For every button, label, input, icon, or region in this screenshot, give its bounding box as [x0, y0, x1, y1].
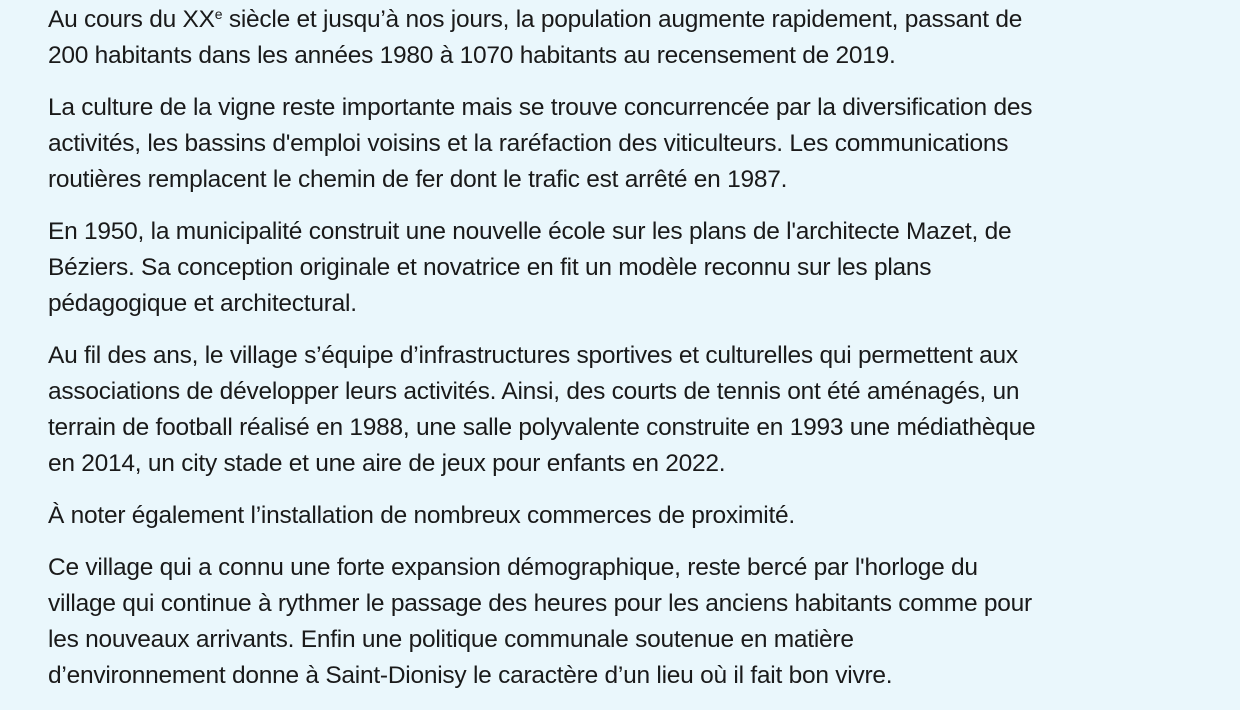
text-span: 200 habitants dans les années 1980 à 1070 habitants au recensement de 2019. — [48, 42, 896, 69]
text-span: Au cours du XX — [48, 6, 215, 33]
text-line — [48, 38, 1233, 74]
text-span: À noter également l’installation de nombreux commerces de proximité. — [48, 502, 795, 529]
text-line — [48, 90, 1233, 126]
text-span: siècle et jusqu’à nos jours, la population augmente rapidement, passant de — [222, 6, 1023, 33]
text-span: routières remplacent le chemin de fer dont le trafic est arrêté en 1987. — [48, 166, 788, 193]
text-span: La culture de la vigne reste importante mais se trouve concurrencée par la diversification des — [48, 94, 1033, 121]
text-span: Ce village qui a connu une forte expansion démographique, reste bercé par l'horloge du — [48, 554, 978, 581]
text-line — [48, 410, 1233, 446]
text-line — [48, 374, 1233, 410]
text-span: d’environnement donne à Saint-Dionisy le caractère d’un lieu où il fait bon vivre. — [48, 662, 893, 689]
text-line — [48, 498, 1233, 534]
text-span: Au fil des ans, le village s’équipe d’infrastructures sportives et culturelles qui permettent aux — [48, 342, 1018, 369]
text-line — [48, 550, 1233, 586]
text-line — [48, 214, 1233, 250]
text-line — [48, 658, 1233, 694]
text-span: En 1950, la municipalité construit une nouvelle école sur les plans de l'architecte Mazet, de — [48, 218, 1012, 245]
text-line — [48, 446, 1233, 482]
text-span: village qui continue à rythmer le passage des heures pour les anciens habitants comme pour — [48, 590, 1032, 617]
text-span: associations de développer leurs activités. Ainsi, des courts de tennis ont été aménagés, un — [48, 378, 1020, 405]
text-span: Béziers. Sa conception originale et novatrice en fit un modèle reconnu sur les plans — [48, 254, 932, 281]
text-line — [48, 126, 1233, 162]
text-line — [48, 286, 1233, 322]
text-line — [48, 250, 1233, 286]
document-body — [48, 2, 1233, 710]
text-line — [48, 586, 1233, 622]
text-line — [48, 622, 1233, 658]
text-span: les nouveaux arrivants. Enfin une politique communale soutenue en matière — [48, 626, 854, 653]
text-line — [48, 162, 1233, 198]
text-span: pédagogique et architectural. — [48, 290, 357, 317]
superscript: e — [214, 6, 223, 22]
text-span: activités, les bassins d'emploi voisins et la raréfaction des viticulteurs. Les communications — [48, 130, 1009, 157]
text-span: terrain de football réalisé en 1988, une salle polyvalente construite en 1993 une médiathèque — [48, 414, 1036, 441]
text-span: en 2014, un city stade et une aire de jeux pour enfants en 2022. — [48, 450, 726, 477]
text-line — [48, 2, 1233, 38]
text-line — [48, 338, 1233, 374]
